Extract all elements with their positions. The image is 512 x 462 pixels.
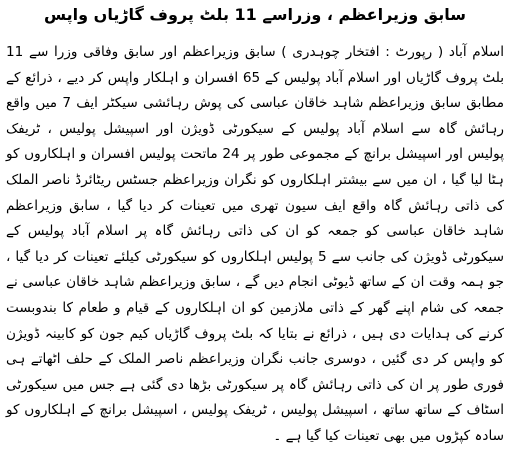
article-body: اسلام آباد ( رپورٹ : افتخار چوہدری ) سابق وزیراعظم اور سابق وفاقی وزرا سے 11 بلٹ پروف گاڑیاں اور اسلام آباد پولیس کے 65 افسران و اہلکار واپس کر دیے ، ذرائع کے مطابق سابق وزیراعظم شاہد خاقان عباسی کی پوش رہائشی سیکٹر ایف 7 میں واقع رہائش گاہ سے اسلام آباد پولیس کے سیکورٹی ڈویژن اور اسپیشل پولیس ، ٹریفک پولیس اور اسپیشل برانچ کے مجموعی طور پر 24 ماتحت پولیس افسران و اہلکاروں کو ہٹا لیا گیا ، ان میں سے بیشتر اہلکاروں کو نگران وزیراعظم جسٹس ریٹائرڈ ناصر الملک کی ذاتی رہائش گاہ واقع ایف سیون تھری میں تعینات کر دیا گیا ، سابق وزیراعظم شاہد خاقان عباسی کو جمعہ کو ان کی ذاتی رہائش گاہ پر اسلام آباد پولیس کے سیکورٹی ڈویژن کی جانب سے 5 پولیس اہلکاروں کو سیکورٹی کیلئے تعینات کر دیا گیا ، جو ہمہ وقت ان کے ساتھ ڈیوٹی انجام دیں گے ، سابق وزیراعظم شاہد خاقان عباسی نے جمعہ کی شام اپنے گھر کے ذاتی ملازمین کو ان اہلکاروں کے قیام و طعام کا بندوبست کرنے کی ہدایات دی ہیں ، ذرائع نے بتایا کہ بلٹ پروف گاڑیاں کیم جون کو کابینہ ڈویژن کو واپس کر دی گئیں ، دوسری جانب نگران وزیراعظم ناصر الملک کے حلف اٹھاتے ہی فوری طور پر ان کی ذاتی رہائش گاہ پر سیکورٹی بڑھا دی گئی ہے جس میں سیکورٹی اسٹاف کے ساتھ ساتھ ، اسپیشل پولیس ، ٹریفک پولیس ، اسپیشل برانچ کے اہلکاروں کو سادہ کپڑوں میں بھی تعینات کیا گیا ہے ۔ xyxy=(6,44,504,444)
article-headline: سابق وزیراعظم ، وزراسے 11 بلٹ پروف گاڑیاں واپس xyxy=(44,5,466,24)
